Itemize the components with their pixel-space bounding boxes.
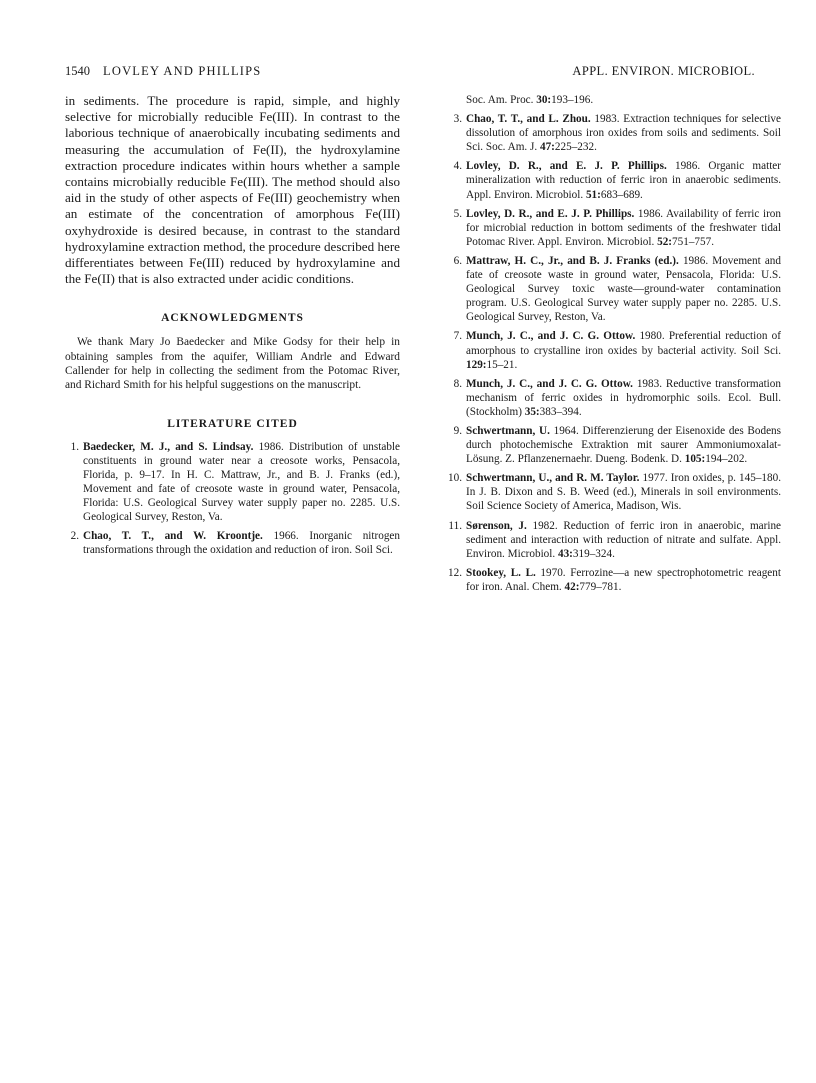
reference-authors: Stookey, L. L. [466, 566, 536, 579]
reference-item [446, 471, 781, 513]
reference-item [446, 377, 781, 419]
reference-number: 12. [448, 566, 462, 579]
journal-abbreviation: APPL. ENVIRON. MICROBIOL. [572, 64, 755, 78]
reference-authors: Munch, J. C., and J. C. G. Ottow. [466, 330, 636, 343]
reference-number: 11. [448, 519, 462, 532]
reference-item [65, 440, 400, 525]
reference-number: 8. [453, 377, 462, 390]
reference-item [446, 207, 781, 249]
reference-authors: Lovley, D. R., and E. J. P. Phillips. [466, 207, 635, 220]
reference-volume: 35: [524, 405, 540, 418]
page-number: 1540 [65, 64, 90, 78]
reference-text: 1986. Availability of ferric iron for microbial reduction in bottom sediments of the freshwater tidal Potomac River. Appl. Environ. Microbiol. [466, 207, 781, 248]
reference-number: 3. [453, 113, 462, 126]
reference-text: 1986. Organic matter mineralization with reduction of ferric iron in anaerobic sediments. Appl. Environ. Microbiol. [466, 160, 781, 201]
reference-text: 1982. Reduction of ferric iron in anaerobic, marine sediment and interaction with reduction of nitrate and sulfate. Appl. Environ. Microbiol. [466, 519, 782, 560]
reference-authors: Chao, T. T., and L. Zhou. [466, 113, 591, 126]
reference-pages: 779–781. [579, 580, 622, 593]
reference-authors: Schwertmann, U., and R. M. Taylor. [466, 472, 640, 485]
reference-authors: Chao, T. T., and W. Kroontje. [83, 530, 263, 543]
acknowledgments-text: We thank Mary Jo Baedecker and Mike Godsy for their help in obtaining samples from the aquifer, William Andrle and Edward Callender for help in collecting the sediment from the Potomac River, and Richard Smith for his helpful suggestions on the manuscript. [65, 336, 400, 391]
reference-number: 7. [453, 330, 462, 343]
reference-number: 5. [453, 207, 462, 220]
acknowledgments-heading: ACKNOWLEDGMENTS [161, 312, 304, 325]
reference-pages: 751–757. [672, 235, 714, 248]
reference-pages: 383–394. [539, 405, 582, 418]
reference-item [65, 529, 400, 557]
reference-text: 1964. Differenzierung der Eisenoxide des Bodens durch photochemische Extraktion mit saurer Ammoniumoxalat-Lösung. Z. Pflanzenernaehr. Dueng. Bodenk. D. [466, 424, 781, 466]
reference-number: 6. [453, 254, 462, 267]
reference-item [446, 424, 781, 466]
reference-item [446, 254, 781, 324]
continuation-pages: 193–196. [551, 94, 594, 106]
continuation-text: Soc. Am. Proc. [466, 94, 537, 106]
reference-pages: 15–21. [486, 358, 518, 371]
reference-number: 9. [453, 424, 462, 437]
reference-pages: 683–689. [600, 188, 643, 201]
running-header [65, 64, 755, 82]
reference-list-right [446, 112, 781, 594]
reference-text: 1986. Distribution of unstable constituents in ground water near a creosote works, Pensacola, Florida, p. 9–17. In H. C. Mattraw, Jr., and B. J. Franks (ed.), Movement and fate of creosote waste in ground water, Pensacola, Florida: U.S. Geological Survey water supply paper no. 2285. U.S. Geological Survey, Reston, Va. [83, 440, 400, 524]
reference-text: 1983. Reductive transformation mechanism of ferric oxides in hydromorphic soils. Ecol. Bull. (Stockholm) [466, 377, 781, 418]
reference-authors: Lovley, D. R., and E. J. P. Phillips. [466, 160, 667, 173]
reference-text: 1980. Preferential reduction of amorphous to crystalline iron oxides by bacterial activity. Soil Sci. [466, 330, 781, 357]
literature-cited-heading: LITERATURE CITED [167, 417, 298, 430]
reference-pages: 319–324. [572, 547, 615, 560]
reference-volume: 43: [557, 547, 573, 560]
reference-volume: 42: [564, 580, 580, 593]
reference-text: 1970. Ferrozine—a new spectrophotometric reagent for iron. Anal. Chem. [466, 566, 781, 593]
reference-volume: 51: [585, 188, 601, 201]
running-title: LOVLEY AND PHILLIPS [103, 64, 262, 78]
reference-authors: Schwertmann, U. [466, 424, 550, 437]
reference-authors: Sørenson, J. [466, 519, 527, 532]
reference-text: 1977. Iron oxides, p. 145–180. In J. B. Dixon and S. B. Weed (ed.), Minerals in soil environments. Soil Science Society of America, Madison, Wis. [466, 472, 781, 513]
reference-authors: Mattraw, H. C., Jr., and B. J. Franks (ed.). [466, 254, 679, 267]
reference-text: 1966. Inorganic nitrogen transformations through the oxidation and reduction of iron. Soil Sci. [83, 530, 400, 557]
reference-item [446, 112, 781, 154]
reference-volume: 129: [466, 358, 487, 371]
reference-item [446, 329, 781, 371]
reference-authors: Baedecker, M. J., and S. Lindsay. [83, 440, 254, 453]
reference-volume: 52: [657, 235, 673, 248]
body-paragraph: in sediments. The procedure is rapid, simple, and highly selective for microbially reducible Fe(III). In contrast to the laborious technique of anaerobically incubating sediments and measuring the accumulation of Fe(II), the hydroxylamine extraction procedure indicates within hours whether a sample contains microbially reducible Fe(III). The method should also aid in the study of other aspects of Fe(III) geochemistry when an estimate of the concentration of amorphous Fe(III) oxyhydroxide is desired because, in contrast to the standard hydroxylamine extraction method, the procedure described here differentiates between Fe(III) reduced by hydroxylamine and the Fe(II) that is also extracted under acidic conditions. [65, 93, 400, 287]
left-column [65, 93, 400, 563]
reference-text: 1986. Movement and fate of creosote waste in ground water, Pensacola, Florida: U.S. Geological Survey toxic waste—ground-water contamination program. U.S. Geological Survey water supply paper no. 2285. U.S. Geological Survey, Reston, Va. [466, 254, 781, 324]
reference-continuation [446, 93, 781, 107]
reference-number: 4. [453, 160, 462, 173]
reference-volume: 47: [539, 141, 555, 154]
continuation-volume: 30: [536, 94, 552, 106]
right-column [446, 93, 781, 599]
reference-number: 1. [70, 440, 79, 453]
reference-pages: 194–202. [705, 453, 748, 466]
reference-item [446, 159, 781, 201]
reference-item [446, 519, 781, 561]
reference-number: 10. [448, 472, 462, 485]
reference-number: 2. [70, 530, 79, 543]
reference-volume: 105: [684, 453, 706, 466]
reference-authors: Munch, J. C., and J. C. G. Ottow. [466, 377, 633, 390]
reference-pages: 225–232. [554, 141, 597, 154]
reference-text: 1983. Extraction techniques for selective dissolution of amorphous iron oxides from soils and sediments. Soil Sci. Soc. Am. J. [466, 113, 781, 154]
reference-list-left [65, 440, 400, 558]
reference-item [446, 566, 781, 594]
